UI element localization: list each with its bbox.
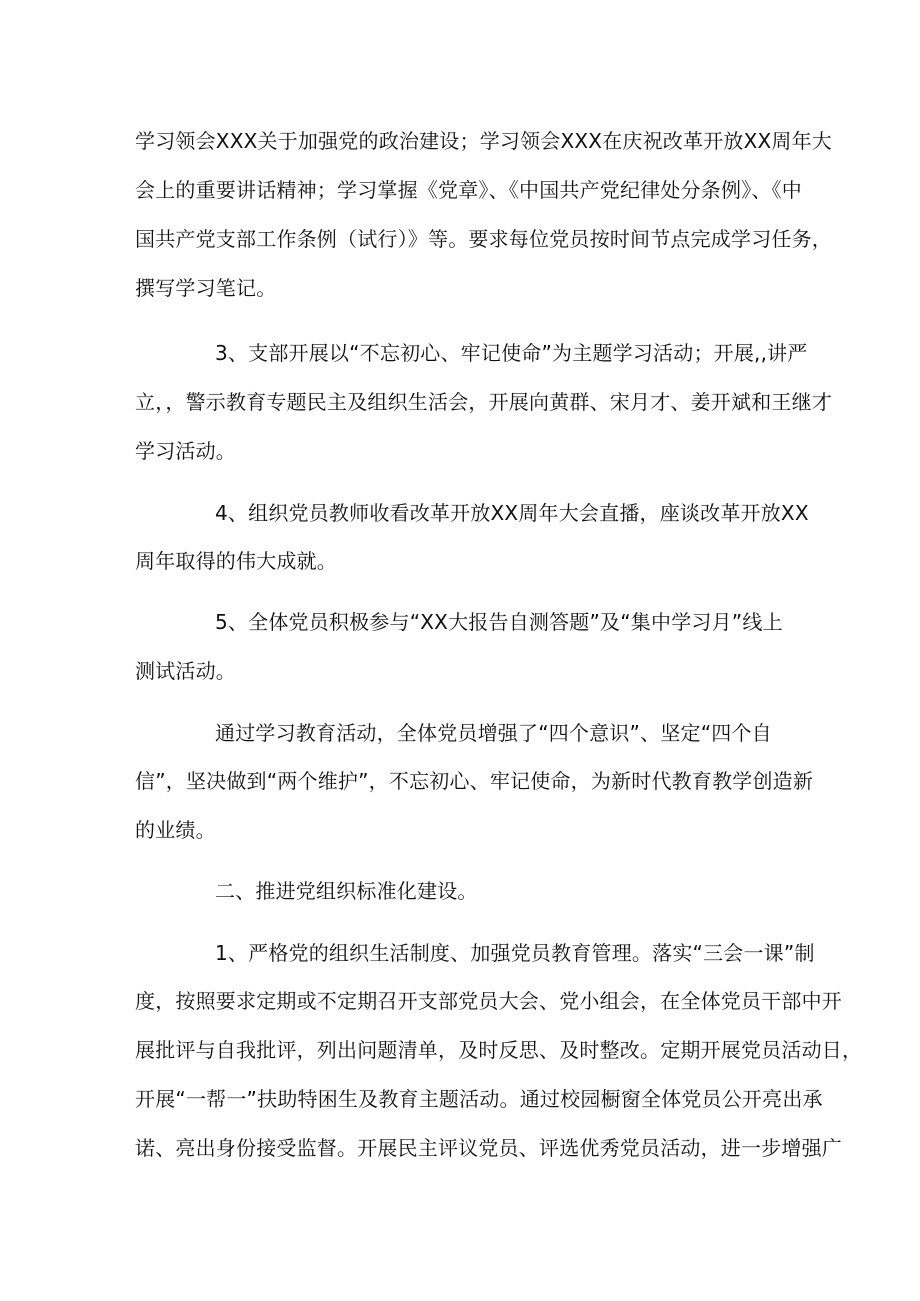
paragraph-line: 通过学习教育活动，全体党员增强了“四个意识”、坚定“四个自 (215, 721, 772, 745)
section-heading: 二、推进党组织标准化建设。 (215, 879, 478, 903)
paragraph-line: 诺、亮出身份接受监督。开展民主评议党员、评选优秀党员活动，进一步增强广 (135, 1136, 842, 1160)
paragraph-line: 撰写学习笔记。 (135, 276, 277, 300)
paragraph-line: 4、组织党员教师收看改革开放XX周年大会直播，座谈改革开放XX (215, 501, 809, 525)
paragraph-line: 立，，警示教育专题民主及组织生活会，开展向黄群、宋月才、姜开斌和王继才 (135, 390, 832, 414)
paragraph-line: 3、支部开展以“不忘初心、牢记使命”为主题学习活动；开展,,讲严 (215, 341, 808, 365)
paragraph-line: 会上的重要讲话精神；学习掌握《党章》、《中国共产党纪律处分条例》、《中 (135, 178, 802, 202)
paragraph-line: 展批评与自我批评，列出问题清单，及时反思、及时整改。定期开展党员活动日， (135, 1038, 863, 1062)
paragraph-line: 国共产党支部工作条例（试行）》等。要求每位党员按时间节点完成学习任务， (135, 227, 832, 251)
paragraph-line: 的业绩。 (135, 818, 216, 842)
paragraph-line: 学习活动。 (135, 439, 236, 463)
paragraph-line: 开展“一帮一”扶助特困生及教育主题活动。通过校园橱窗全体党员公开亮出承 (135, 1087, 823, 1111)
paragraph-line: 学习领会XXX关于加强党的政治建设；学习领会XXX在庆祝改革开放XX周年大 (135, 129, 833, 153)
paragraph-line: 测试活动。 (135, 659, 236, 683)
paragraph-line: 5、全体党员积极参与“XX大报告自测答题”及“集中学习月”线上 (215, 610, 783, 634)
paragraph-line: 周年取得的伟大成就。 (135, 549, 337, 573)
paragraph-line: 度，按照要求定期或不定期召开支部党员大会、党小组会，在全体党员干部中开 (135, 989, 842, 1013)
paragraph-line: 1、严格党的组织生活制度、加强党员教育管理。落实“三会一课”制 (215, 941, 815, 965)
paragraph-line: 信”，坚决做到“两个维护”，不忘初心、牢记使命，为新时代教育教学创造新 (135, 769, 814, 793)
